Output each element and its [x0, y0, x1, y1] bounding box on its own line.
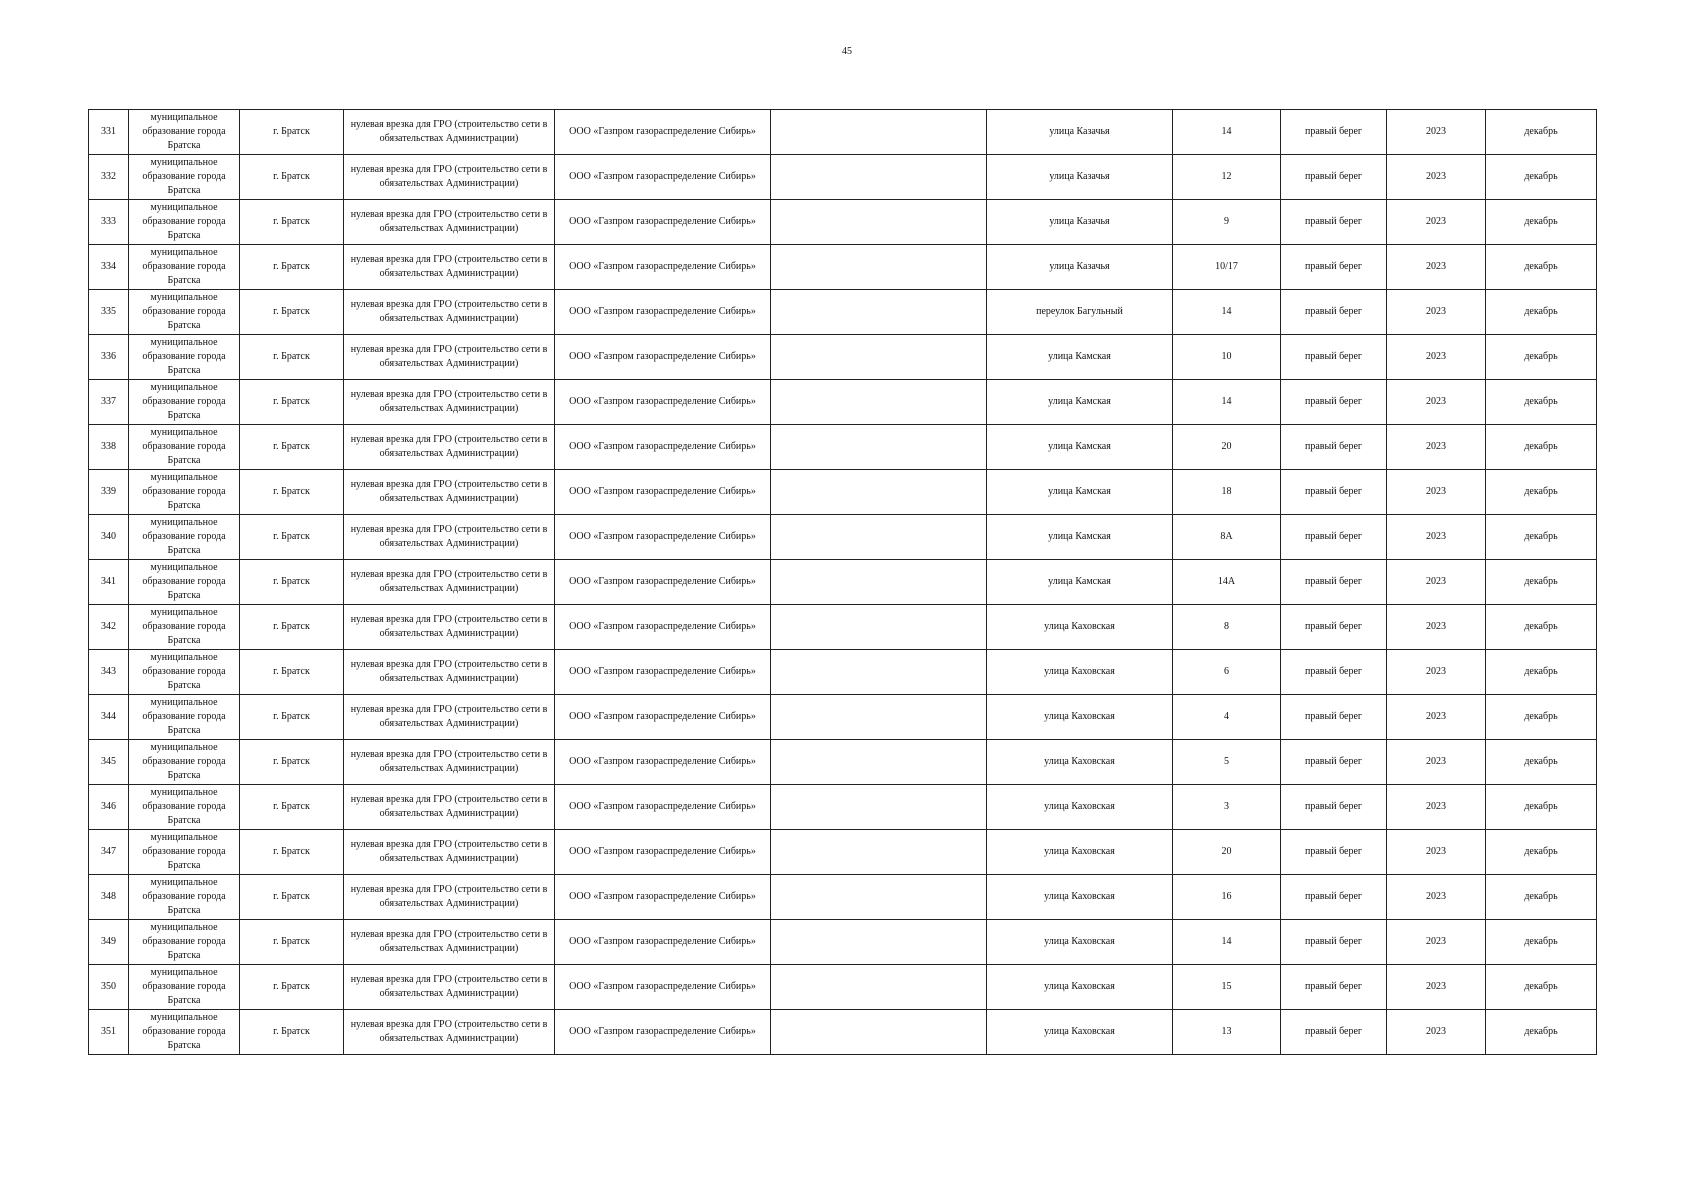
- river-bank-cell: правый берег: [1281, 560, 1387, 605]
- city-cell: г. Братск: [240, 605, 344, 650]
- row-number-cell: 350: [89, 965, 129, 1010]
- table-row: [89, 1010, 1597, 1055]
- month-cell: декабрь: [1486, 695, 1597, 740]
- house-number-cell: 9: [1173, 200, 1281, 245]
- house-number-cell: 14: [1173, 920, 1281, 965]
- work-type-cell: нулевая врезка для ГРО (строительство сети в обязательствах Администрации): [344, 200, 555, 245]
- year-cell: 2023: [1387, 425, 1486, 470]
- organization-cell: ООО «Газпром газораспределение Сибирь»: [555, 1010, 771, 1055]
- organization-cell: ООО «Газпром газораспределение Сибирь»: [555, 785, 771, 830]
- municipality-cell: муниципальное образование города Братска: [129, 695, 240, 740]
- municipality-cell: муниципальное образование города Братска: [129, 965, 240, 1010]
- organization-cell: ООО «Газпром газораспределение Сибирь»: [555, 965, 771, 1010]
- municipality-cell: муниципальное образование города Братска: [129, 740, 240, 785]
- empty-cell: [771, 650, 987, 695]
- work-type-cell: нулевая врезка для ГРО (строительство сети в обязательствах Администрации): [344, 425, 555, 470]
- organization-cell: ООО «Газпром газораспределение Сибирь»: [555, 740, 771, 785]
- year-cell: 2023: [1387, 830, 1486, 875]
- river-bank-cell: правый берег: [1281, 425, 1387, 470]
- river-bank-cell: правый берег: [1281, 875, 1387, 920]
- empty-cell: [771, 785, 987, 830]
- organization-cell: ООО «Газпром газораспределение Сибирь»: [555, 650, 771, 695]
- organization-cell: ООО «Газпром газораспределение Сибирь»: [555, 830, 771, 875]
- city-cell: г. Братск: [240, 1010, 344, 1055]
- river-bank-cell: правый берег: [1281, 920, 1387, 965]
- year-cell: 2023: [1387, 875, 1486, 920]
- street-cell: улица Каховская: [987, 785, 1173, 830]
- row-number-cell: 342: [89, 605, 129, 650]
- street-cell: улица Каховская: [987, 605, 1173, 650]
- city-cell: г. Братск: [240, 830, 344, 875]
- month-cell: декабрь: [1486, 560, 1597, 605]
- year-cell: 2023: [1387, 560, 1486, 605]
- river-bank-cell: правый берег: [1281, 245, 1387, 290]
- river-bank-cell: правый берег: [1281, 1010, 1387, 1055]
- house-number-cell: 16: [1173, 875, 1281, 920]
- work-type-cell: нулевая врезка для ГРО (строительство сети в обязательствах Администрации): [344, 830, 555, 875]
- month-cell: декабрь: [1486, 110, 1597, 155]
- street-cell: улица Каховская: [987, 740, 1173, 785]
- row-number-cell: 345: [89, 740, 129, 785]
- municipality-cell: муниципальное образование города Братска: [129, 560, 240, 605]
- municipality-cell: муниципальное образование города Братска: [129, 380, 240, 425]
- house-number-cell: 6: [1173, 650, 1281, 695]
- river-bank-cell: правый берег: [1281, 110, 1387, 155]
- street-cell: улица Каховская: [987, 920, 1173, 965]
- organization-cell: ООО «Газпром газораспределение Сибирь»: [555, 245, 771, 290]
- empty-cell: [771, 200, 987, 245]
- row-number-cell: 334: [89, 245, 129, 290]
- house-number-cell: 12: [1173, 155, 1281, 200]
- street-cell: улица Каховская: [987, 875, 1173, 920]
- row-number-cell: 333: [89, 200, 129, 245]
- month-cell: декабрь: [1486, 1010, 1597, 1055]
- municipality-cell: муниципальное образование города Братска: [129, 470, 240, 515]
- municipality-cell: муниципальное образование города Братска: [129, 200, 240, 245]
- table-row: [89, 560, 1597, 605]
- municipality-cell: муниципальное образование города Братска: [129, 335, 240, 380]
- city-cell: г. Братск: [240, 470, 344, 515]
- work-type-cell: нулевая врезка для ГРО (строительство сети в обязательствах Администрации): [344, 695, 555, 740]
- city-cell: г. Братск: [240, 560, 344, 605]
- table-row: [89, 245, 1597, 290]
- table-row: [89, 335, 1597, 380]
- month-cell: декабрь: [1486, 740, 1597, 785]
- row-number-cell: 346: [89, 785, 129, 830]
- year-cell: 2023: [1387, 515, 1486, 560]
- month-cell: декабрь: [1486, 155, 1597, 200]
- organization-cell: ООО «Газпром газораспределение Сибирь»: [555, 605, 771, 650]
- empty-cell: [771, 380, 987, 425]
- work-type-cell: нулевая врезка для ГРО (строительство сети в обязательствах Администрации): [344, 515, 555, 560]
- work-type-cell: нулевая врезка для ГРО (строительство сети в обязательствах Администрации): [344, 470, 555, 515]
- work-type-cell: нулевая врезка для ГРО (строительство сети в обязательствах Администрации): [344, 740, 555, 785]
- work-type-cell: нулевая врезка для ГРО (строительство сети в обязательствах Администрации): [344, 290, 555, 335]
- row-number-cell: 335: [89, 290, 129, 335]
- river-bank-cell: правый берег: [1281, 965, 1387, 1010]
- work-type-cell: нулевая врезка для ГРО (строительство сети в обязательствах Администрации): [344, 965, 555, 1010]
- month-cell: декабрь: [1486, 335, 1597, 380]
- organization-cell: ООО «Газпром газораспределение Сибирь»: [555, 920, 771, 965]
- city-cell: г. Братск: [240, 425, 344, 470]
- river-bank-cell: правый берег: [1281, 290, 1387, 335]
- work-type-cell: нулевая врезка для ГРО (строительство сети в обязательствах Администрации): [344, 560, 555, 605]
- year-cell: 2023: [1387, 965, 1486, 1010]
- empty-cell: [771, 515, 987, 560]
- house-number-cell: 10: [1173, 335, 1281, 380]
- empty-cell: [771, 965, 987, 1010]
- municipality-cell: муниципальное образование города Братска: [129, 830, 240, 875]
- year-cell: 2023: [1387, 1010, 1486, 1055]
- year-cell: 2023: [1387, 470, 1486, 515]
- work-type-cell: нулевая врезка для ГРО (строительство сети в обязательствах Администрации): [344, 335, 555, 380]
- house-number-cell: 8А: [1173, 515, 1281, 560]
- month-cell: декабрь: [1486, 605, 1597, 650]
- table-row: [89, 695, 1597, 740]
- municipality-cell: муниципальное образование города Братска: [129, 650, 240, 695]
- year-cell: 2023: [1387, 920, 1486, 965]
- river-bank-cell: правый берег: [1281, 200, 1387, 245]
- row-number-cell: 347: [89, 830, 129, 875]
- organization-cell: ООО «Газпром газораспределение Сибирь»: [555, 155, 771, 200]
- work-type-cell: нулевая врезка для ГРО (строительство сети в обязательствах Администрации): [344, 245, 555, 290]
- street-cell: улица Каховская: [987, 1010, 1173, 1055]
- table-row: [89, 290, 1597, 335]
- empty-cell: [771, 155, 987, 200]
- river-bank-cell: правый берег: [1281, 785, 1387, 830]
- river-bank-cell: правый берег: [1281, 740, 1387, 785]
- month-cell: декабрь: [1486, 380, 1597, 425]
- table-row: [89, 470, 1597, 515]
- month-cell: декабрь: [1486, 470, 1597, 515]
- municipality-cell: муниципальное образование города Братска: [129, 290, 240, 335]
- city-cell: г. Братск: [240, 740, 344, 785]
- work-type-cell: нулевая врезка для ГРО (строительство сети в обязательствах Администрации): [344, 380, 555, 425]
- river-bank-cell: правый берег: [1281, 380, 1387, 425]
- row-number-cell: 338: [89, 425, 129, 470]
- year-cell: 2023: [1387, 155, 1486, 200]
- street-cell: улица Камская: [987, 515, 1173, 560]
- river-bank-cell: правый берег: [1281, 650, 1387, 695]
- table-row: [89, 155, 1597, 200]
- house-number-cell: 20: [1173, 830, 1281, 875]
- row-number-cell: 343: [89, 650, 129, 695]
- organization-cell: ООО «Газпром газораспределение Сибирь»: [555, 110, 771, 155]
- empty-cell: [771, 875, 987, 920]
- month-cell: декабрь: [1486, 965, 1597, 1010]
- municipality-cell: муниципальное образование города Братска: [129, 785, 240, 830]
- empty-cell: [771, 470, 987, 515]
- month-cell: декабрь: [1486, 245, 1597, 290]
- table-row: [89, 965, 1597, 1010]
- month-cell: декабрь: [1486, 875, 1597, 920]
- work-type-cell: нулевая врезка для ГРО (строительство сети в обязательствах Администрации): [344, 605, 555, 650]
- year-cell: 2023: [1387, 740, 1486, 785]
- year-cell: 2023: [1387, 605, 1486, 650]
- organization-cell: ООО «Газпром газораспределение Сибирь»: [555, 290, 771, 335]
- month-cell: декабрь: [1486, 920, 1597, 965]
- street-cell: улица Казачья: [987, 245, 1173, 290]
- city-cell: г. Братск: [240, 515, 344, 560]
- row-number-cell: 351: [89, 1010, 129, 1055]
- street-cell: улица Каховская: [987, 965, 1173, 1010]
- empty-cell: [771, 560, 987, 605]
- month-cell: декабрь: [1486, 650, 1597, 695]
- table-row: [89, 650, 1597, 695]
- street-cell: улица Камская: [987, 380, 1173, 425]
- organization-cell: ООО «Газпром газораспределение Сибирь»: [555, 695, 771, 740]
- house-number-cell: 14: [1173, 290, 1281, 335]
- organization-cell: ООО «Газпром газораспределение Сибирь»: [555, 875, 771, 920]
- work-type-cell: нулевая врезка для ГРО (строительство сети в обязательствах Администрации): [344, 110, 555, 155]
- street-cell: улица Казачья: [987, 110, 1173, 155]
- municipality-cell: муниципальное образование города Братска: [129, 425, 240, 470]
- empty-cell: [771, 335, 987, 380]
- month-cell: декабрь: [1486, 425, 1597, 470]
- year-cell: 2023: [1387, 695, 1486, 740]
- row-number-cell: 349: [89, 920, 129, 965]
- table-row: [89, 920, 1597, 965]
- year-cell: 2023: [1387, 335, 1486, 380]
- year-cell: 2023: [1387, 245, 1486, 290]
- table-row: [89, 785, 1597, 830]
- house-number-cell: 10/17: [1173, 245, 1281, 290]
- row-number-cell: 344: [89, 695, 129, 740]
- organization-cell: ООО «Газпром газораспределение Сибирь»: [555, 515, 771, 560]
- table-row: [89, 740, 1597, 785]
- city-cell: г. Братск: [240, 110, 344, 155]
- empty-cell: [771, 740, 987, 785]
- work-type-cell: нулевая врезка для ГРО (строительство сети в обязательствах Администрации): [344, 785, 555, 830]
- connections-table: [88, 109, 1597, 1055]
- street-cell: улица Каховская: [987, 830, 1173, 875]
- table-row: [89, 425, 1597, 470]
- table-row: [89, 380, 1597, 425]
- year-cell: 2023: [1387, 650, 1486, 695]
- row-number-cell: 348: [89, 875, 129, 920]
- table-row: [89, 515, 1597, 560]
- page-number: 45: [842, 46, 852, 57]
- row-number-cell: 332: [89, 155, 129, 200]
- municipality-cell: муниципальное образование города Братска: [129, 155, 240, 200]
- empty-cell: [771, 830, 987, 875]
- street-cell: улица Камская: [987, 335, 1173, 380]
- table-row: [89, 605, 1597, 650]
- municipality-cell: муниципальное образование города Братска: [129, 515, 240, 560]
- row-number-cell: 340: [89, 515, 129, 560]
- city-cell: г. Братск: [240, 155, 344, 200]
- table-row: [89, 830, 1597, 875]
- street-cell: улица Камская: [987, 425, 1173, 470]
- house-number-cell: 8: [1173, 605, 1281, 650]
- month-cell: декабрь: [1486, 290, 1597, 335]
- row-number-cell: 337: [89, 380, 129, 425]
- house-number-cell: 15: [1173, 965, 1281, 1010]
- organization-cell: ООО «Газпром газораспределение Сибирь»: [555, 380, 771, 425]
- river-bank-cell: правый берег: [1281, 155, 1387, 200]
- city-cell: г. Братск: [240, 200, 344, 245]
- street-cell: улица Каховская: [987, 650, 1173, 695]
- house-number-cell: 4: [1173, 695, 1281, 740]
- organization-cell: ООО «Газпром газораспределение Сибирь»: [555, 560, 771, 605]
- house-number-cell: 5: [1173, 740, 1281, 785]
- house-number-cell: 13: [1173, 1010, 1281, 1055]
- row-number-cell: 341: [89, 560, 129, 605]
- river-bank-cell: правый берег: [1281, 830, 1387, 875]
- city-cell: г. Братск: [240, 245, 344, 290]
- empty-cell: [771, 110, 987, 155]
- empty-cell: [771, 605, 987, 650]
- table-row: [89, 110, 1597, 155]
- work-type-cell: нулевая врезка для ГРО (строительство сети в обязательствах Администрации): [344, 155, 555, 200]
- month-cell: декабрь: [1486, 515, 1597, 560]
- empty-cell: [771, 1010, 987, 1055]
- year-cell: 2023: [1387, 380, 1486, 425]
- municipality-cell: муниципальное образование города Братска: [129, 110, 240, 155]
- work-type-cell: нулевая врезка для ГРО (строительство сети в обязательствах Администрации): [344, 920, 555, 965]
- empty-cell: [771, 425, 987, 470]
- city-cell: г. Братск: [240, 875, 344, 920]
- work-type-cell: нулевая врезка для ГРО (строительство сети в обязательствах Администрации): [344, 875, 555, 920]
- empty-cell: [771, 695, 987, 740]
- table-body: [89, 110, 1597, 1055]
- organization-cell: ООО «Газпром газораспределение Сибирь»: [555, 335, 771, 380]
- river-bank-cell: правый берег: [1281, 335, 1387, 380]
- month-cell: декабрь: [1486, 830, 1597, 875]
- row-number-cell: 336: [89, 335, 129, 380]
- work-type-cell: нулевая врезка для ГРО (строительство сети в обязательствах Администрации): [344, 650, 555, 695]
- city-cell: г. Братск: [240, 965, 344, 1010]
- street-cell: улица Казачья: [987, 155, 1173, 200]
- table-row: [89, 200, 1597, 245]
- house-number-cell: 20: [1173, 425, 1281, 470]
- year-cell: 2023: [1387, 200, 1486, 245]
- month-cell: декабрь: [1486, 200, 1597, 245]
- river-bank-cell: правый берег: [1281, 695, 1387, 740]
- house-number-cell: 14: [1173, 110, 1281, 155]
- city-cell: г. Братск: [240, 695, 344, 740]
- organization-cell: ООО «Газпром газораспределение Сибирь»: [555, 200, 771, 245]
- street-cell: переулок Багульный: [987, 290, 1173, 335]
- row-number-cell: 339: [89, 470, 129, 515]
- house-number-cell: 3: [1173, 785, 1281, 830]
- empty-cell: [771, 245, 987, 290]
- municipality-cell: муниципальное образование города Братска: [129, 605, 240, 650]
- empty-cell: [771, 920, 987, 965]
- street-cell: улица Камская: [987, 560, 1173, 605]
- year-cell: 2023: [1387, 110, 1486, 155]
- organization-cell: ООО «Газпром газораспределение Сибирь»: [555, 425, 771, 470]
- year-cell: 2023: [1387, 290, 1486, 335]
- house-number-cell: 18: [1173, 470, 1281, 515]
- house-number-cell: 14: [1173, 380, 1281, 425]
- organization-cell: ООО «Газпром газораспределение Сибирь»: [555, 470, 771, 515]
- city-cell: г. Братск: [240, 920, 344, 965]
- city-cell: г. Братск: [240, 290, 344, 335]
- river-bank-cell: правый берег: [1281, 605, 1387, 650]
- city-cell: г. Братск: [240, 335, 344, 380]
- work-type-cell: нулевая врезка для ГРО (строительство сети в обязательствах Администрации): [344, 1010, 555, 1055]
- table-row: [89, 875, 1597, 920]
- year-cell: 2023: [1387, 785, 1486, 830]
- city-cell: г. Братск: [240, 785, 344, 830]
- house-number-cell: 14А: [1173, 560, 1281, 605]
- river-bank-cell: правый берег: [1281, 515, 1387, 560]
- municipality-cell: муниципальное образование города Братска: [129, 1010, 240, 1055]
- month-cell: декабрь: [1486, 785, 1597, 830]
- river-bank-cell: правый берег: [1281, 470, 1387, 515]
- row-number-cell: 331: [89, 110, 129, 155]
- municipality-cell: муниципальное образование города Братска: [129, 920, 240, 965]
- empty-cell: [771, 290, 987, 335]
- street-cell: улица Казачья: [987, 200, 1173, 245]
- street-cell: улица Камская: [987, 470, 1173, 515]
- municipality-cell: муниципальное образование города Братска: [129, 245, 240, 290]
- city-cell: г. Братск: [240, 650, 344, 695]
- street-cell: улица Каховская: [987, 695, 1173, 740]
- municipality-cell: муниципальное образование города Братска: [129, 875, 240, 920]
- city-cell: г. Братск: [240, 380, 344, 425]
